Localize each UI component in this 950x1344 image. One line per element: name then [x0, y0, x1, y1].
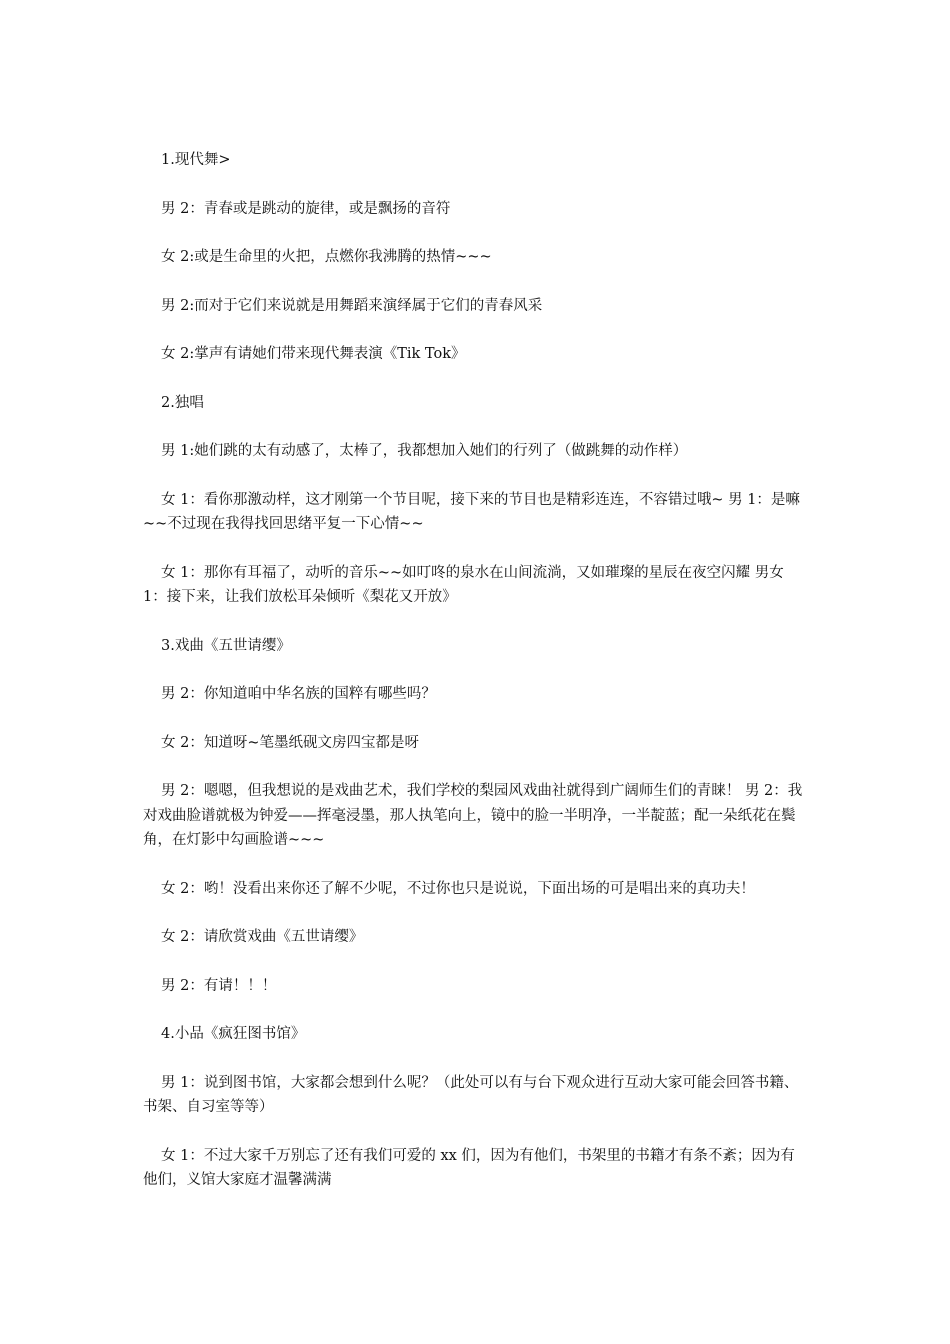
dialogue-line: 男 2:而对于它们来说就是用舞蹈来演绎属于它们的青春风采 [161, 297, 543, 314]
dialogue-line: 女 2：哟！没看出来你还了解不少呢，不过你也只是说说，下面出场的可是唱出来的真功夫！ [161, 880, 755, 897]
section-heading-modern-dance: 1.现代舞> [161, 152, 231, 168]
document-body [143, 148, 807, 1217]
section-heading-solo: 2.独唱 [161, 394, 204, 411]
dialogue-line: 女 1：不过大家千万别忘了还有我们可爱的 xx 们，因为有他们，书架里的书籍才有条不紊；因为有他们，义馆大家庭才温馨满满 [143, 1147, 795, 1188]
dialogue-line: 女 2:掌声有请她们带来现代舞表演《Tik Tok》 [161, 346, 466, 362]
section-heading-sketch: 4.小品《疯狂图书馆》 [161, 1026, 306, 1042]
dialogue-line: 女 2:或是生命里的火把，点燃你我沸腾的热情~~~ [161, 249, 492, 265]
dialogue-line: 男 2：有请！！！ [161, 977, 277, 994]
dialogue-line: 女 2：请欣赏戏曲《五世请缨》 [161, 929, 364, 945]
dialogue-line: 女 2：知道呀~笔墨纸砚文房四宝都是呀 [161, 734, 419, 751]
dialogue-line: 男 2：嗯嗯，但我想说的是戏曲艺术，我们学校的梨园风戏曲社就得到广阔师生们的青睐！ 男 2：我对戏曲脸谱就极为钟爱——挥毫浸墨，那人执笔向上，镜中的脸一半明净，一半靛蓝；配一朵纸花在鬓角，在灯影中勾画脸谱~~~ [143, 783, 803, 848]
dialogue-line: 男 2：你知道咱中华名族的国粹有哪些吗？ [161, 686, 436, 702]
section-heading-opera: 3.戏曲《五世请缨》 [161, 637, 291, 654]
dialogue-line: 女 1：看你那激动样，这才刚第一个节目呢，接下来的节目也是精彩连连，不容错过哦~ 男 1：是嘛~~不过现在我得找回思绪平复一下心情~~ [143, 491, 800, 532]
dialogue-line: 男 1:她们跳的太有动感了，太棒了，我都想加入她们的行列了（做跳舞的动作样） [161, 443, 688, 459]
dialogue-line: 男 2：青春或是跳动的旋律，或是飘扬的音符 [161, 200, 451, 217]
dialogue-line: 男 1：说到图书馆，大家都会想到什么呢？（此处可以有与台下观众进行互动大家可能会回答书籍、书架、自习室等等） [143, 1074, 799, 1115]
dialogue-line: 女 1：那你有耳福了，动听的音乐~~如叮咚的泉水在山间流淌，又如璀璨的星辰在夜空闪耀 男女 1：接下来，让我们放松耳朵倾听《梨花又开放》 [143, 564, 784, 605]
